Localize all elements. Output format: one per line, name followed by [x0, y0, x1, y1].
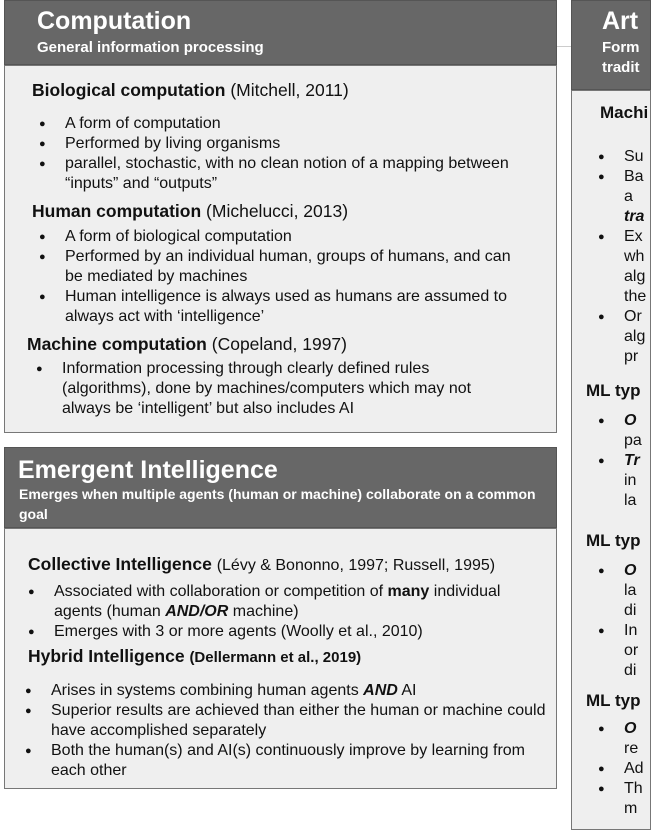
- ai-subtitle: tradit: [602, 59, 640, 76]
- ai-text-fragment: re: [624, 740, 639, 757]
- ai-text-fragment: ● O: [624, 411, 636, 431]
- ai-text-fragment: la: [624, 582, 637, 599]
- ai-text-fragment: the: [624, 288, 647, 305]
- ai-subtitle: Form: [602, 39, 640, 56]
- ai-text-fragment: Machi: [600, 103, 649, 122]
- list-item: ● Performed by living organisms: [65, 134, 535, 154]
- list-item: ● Emerges with 3 or more agents (Woolly et al., 2010): [54, 622, 544, 642]
- emergent-header: [4, 447, 557, 528]
- list-item: ● Information processing through clearly defined rules (algorithms), done by machines/computers which may not always be ‘intelligent’ but also includes AI: [62, 359, 512, 419]
- ai-body: [571, 90, 651, 830]
- ai-text-fragment: a: [624, 188, 633, 205]
- list-item: ● A form of biological computation: [65, 227, 535, 247]
- list-item: ● Superior results are achieved than either the human or machine could have accomplished separately: [51, 701, 546, 741]
- ai-text-fragment: ● Tr: [624, 451, 640, 471]
- list-item: ● parallel, stochastic, with no clean notion of a mapping between “inputs” and “outputs”: [65, 154, 510, 194]
- emergent-body: [4, 528, 557, 789]
- ai-text-fragment: ● Ba: [624, 167, 644, 187]
- ai-text-fragment: alg: [624, 268, 646, 285]
- ai-text-fragment: ● In: [624, 621, 637, 641]
- bio-heading: Biological computation (Mitchell, 2011): [32, 80, 349, 100]
- ai-text-fragment: ML typ: [586, 381, 641, 400]
- list-item: ● Both the human(s) and AI(s) continuously improve by learning from each other: [51, 741, 541, 781]
- ai-text-fragment: alg: [624, 328, 646, 345]
- ai-text-fragment: di: [624, 602, 637, 619]
- ai-text-fragment: ● Or: [624, 307, 642, 327]
- ai-text-fragment: m: [624, 800, 638, 817]
- list-item: ● Performed by an individual human, groups of humans, and can be mediated by machines: [65, 247, 525, 287]
- ai-text-fragment: in: [624, 472, 637, 489]
- list-item: ● A form of computation: [65, 114, 535, 134]
- ai-text-fragment: ML typ: [586, 691, 641, 710]
- ai-text-fragment: la: [624, 492, 637, 509]
- emergent-subtitle: Emerges when multiple agents (human or machine) collaborate on a common goal: [19, 486, 536, 522]
- ai-text-fragment: ● Ad: [624, 759, 644, 779]
- ai-text-fragment: di: [624, 662, 637, 679]
- ai-text-fragment: pa: [624, 432, 642, 449]
- computation-subtitle: General information processing: [37, 39, 264, 56]
- list-item: ● Associated with collaboration or competition of many individual agents (human AND/OR machine): [54, 582, 544, 622]
- computation-header: [4, 0, 557, 65]
- ai-text-fragment: ● Su: [624, 147, 644, 167]
- list-item: ● Human intelligence is always used as humans are assumed to always act with ‘intelligence’: [65, 287, 535, 327]
- machine-heading: Machine computation (Copeland, 1997): [27, 334, 347, 354]
- ai-text-fragment: ML typ: [586, 531, 641, 550]
- hybrid-heading: Hybrid Intelligence (Dellermann et al., 2019): [28, 646, 362, 666]
- ai-text-fragment: ● O: [624, 561, 636, 581]
- computation-title: Computation: [37, 7, 192, 35]
- computation-body: [4, 65, 557, 433]
- ai-text-fragment: or: [624, 642, 639, 659]
- list-item: ● Arises in systems combining human agents AND AI: [51, 681, 541, 701]
- ai-text-fragment: tra: [624, 208, 645, 225]
- ai-title: Art: [602, 7, 639, 35]
- ai-header: [571, 0, 651, 90]
- ai-text-fragment: ● Ex: [624, 227, 643, 247]
- ai-text-fragment: pr: [624, 348, 639, 365]
- emergent-title: Emergent Intelligence: [18, 456, 278, 484]
- human-heading: Human computation (Michelucci, 2013): [32, 201, 349, 221]
- ai-text-fragment: ● O: [624, 719, 636, 739]
- ai-text-fragment: wh: [624, 248, 645, 265]
- ai-text-fragment: ● Th: [624, 779, 643, 799]
- collective-heading: Collective Intelligence (Lévy & Bononno, 1997; Russell, 1995): [28, 554, 496, 574]
